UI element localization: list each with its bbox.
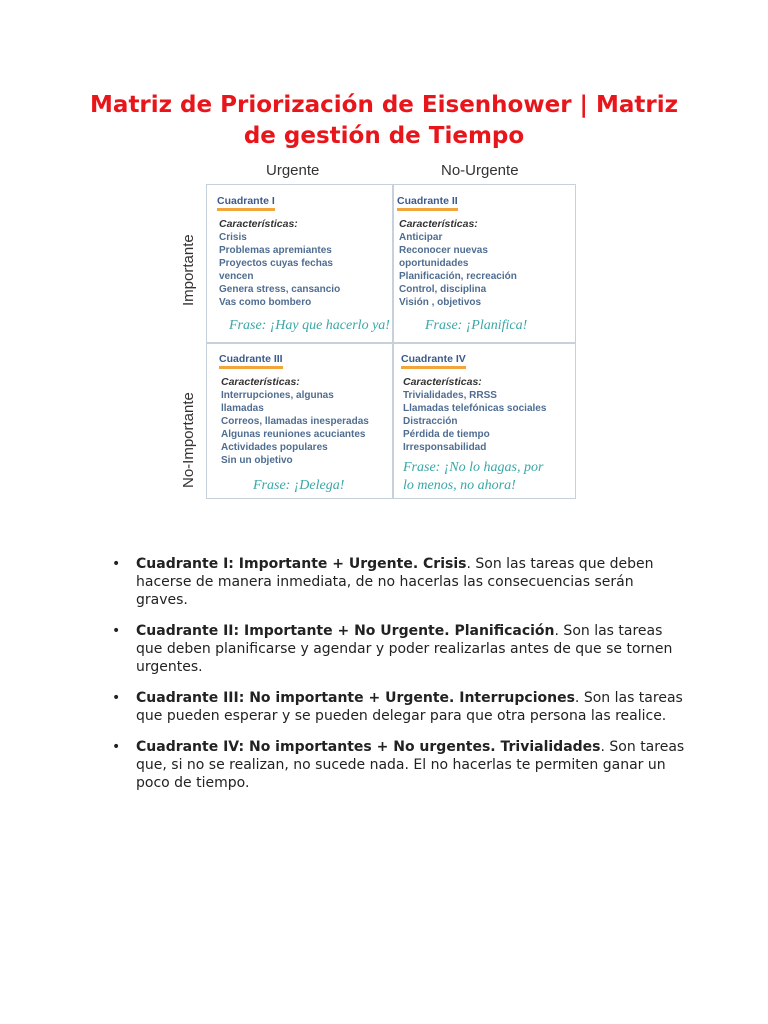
quadrant-title: Cuadrante IV: [401, 353, 466, 369]
list-item: Planificación, recreación: [399, 271, 517, 282]
list-item: llamadas: [221, 403, 264, 414]
list-item-text: . Son las tareas que pueden esperar y se pueden delegar para que otra persona las realice.: [136, 690, 683, 724]
list-item-text: . Son las tareas que deben hacerse de manera inmediata, de no hacerlas las consecuencias serán graves.: [136, 556, 654, 608]
quadrant-subtitle: Características:: [403, 376, 482, 388]
list-item-text: . Son las tareas que deben planificarse y agendar y poder realizarlas antes de que se tornen urgentes.: [136, 623, 673, 675]
list-item: Distracción: [403, 416, 458, 427]
column-header-non-urgent: No-Urgente: [441, 162, 519, 179]
quadrant-3: [219, 347, 397, 497]
list-item: Vas como bombero: [219, 297, 312, 308]
quadrant-title: Cuadrante II: [397, 195, 458, 211]
list-item: Crisis: [219, 232, 247, 243]
list-item-text: . Son tareas que, si no se realizan, no sucede nada. El no hacerlas te permiten ganar un poco de tiempo.: [136, 739, 685, 791]
list-item: Reconocer nuevas: [399, 245, 488, 256]
list-item: Irresponsabilidad: [403, 442, 487, 453]
list-item-heading: Cuadrante II: Importante + No Urgente. Planificación: [136, 623, 555, 639]
quadrant-phrase: Frase: ¡Delega!: [253, 478, 345, 493]
row-header-important: Importante: [180, 234, 197, 306]
bullet-icon: •: [112, 739, 121, 755]
column-header-urgent: Urgente: [266, 162, 320, 179]
list-item: Actividades populares: [221, 442, 328, 453]
quadrant-phrase-line: lo menos, no ahora!: [403, 478, 516, 493]
bullet-icon: •: [112, 690, 121, 706]
list-item-heading: Cuadrante IV: No importantes + No urgentes. Trivialidades: [136, 739, 601, 755]
list-item: [108, 555, 688, 609]
list-item: [108, 689, 688, 725]
page-title: Matriz de Priorización de Eisenhower | Matriz de gestión de Tiempo: [90, 92, 678, 149]
bullet-icon: •: [112, 556, 121, 572]
list-item: Llamadas telefónicas sociales: [403, 403, 547, 414]
quadrant-phrase: Frase: ¡Planifica!: [425, 318, 528, 333]
quadrant-items: [403, 389, 579, 454]
list-item: [108, 622, 688, 676]
quadrant-phrase: [403, 459, 543, 495]
list-item-heading: Cuadrante I: Importante + Urgente. Crisis: [136, 556, 467, 572]
matrix-grid: [206, 184, 576, 499]
quadrant-1: [217, 189, 395, 339]
quadrant-title: Cuadrante I: [217, 195, 275, 211]
list-item: Algunas reuniones acuciantes: [221, 429, 366, 440]
list-item: vencen: [219, 271, 254, 282]
quadrant-title: Cuadrante III: [219, 353, 283, 369]
quadrant-phrase-line: Frase: ¡No lo hagas, por: [403, 460, 544, 475]
quadrant-subtitle: Características:: [221, 376, 300, 388]
list-item: Interrupciones, algunas: [221, 390, 334, 401]
quadrant-description-list: [108, 555, 688, 805]
list-item: Genera stress, cansancio: [219, 284, 341, 295]
eisenhower-matrix-figure: [172, 158, 582, 508]
quadrant-items: [219, 231, 395, 309]
list-item: Anticipar: [399, 232, 443, 243]
row-header-non-important: No-Importante: [180, 392, 197, 488]
grid-horizontal-divider: [207, 342, 575, 344]
list-item: Pérdida de tiempo: [403, 429, 490, 440]
list-item-heading: Cuadrante III: No importante + Urgente. Interrupciones: [136, 690, 575, 706]
quadrant-2: [397, 189, 575, 339]
list-item: Proyectos cuyas fechas: [219, 258, 333, 269]
list-item: Problemas apremiantes: [219, 245, 332, 256]
list-item: Correos, llamadas inesperadas: [221, 416, 369, 427]
quadrant-subtitle: Características:: [219, 218, 298, 230]
quadrant-phrase: Frase: ¡Hay que hacerlo ya!: [229, 318, 390, 333]
list-item: [108, 738, 688, 792]
list-item: Visión , objetivos: [399, 297, 482, 308]
quadrant-subtitle: Características:: [399, 218, 478, 230]
quadrant-items: [399, 231, 575, 309]
quadrant-items: [221, 389, 397, 467]
list-item: Sin un objetivo: [221, 455, 293, 466]
list-item: oportunidades: [399, 258, 469, 269]
list-item: Trivialidades, RRSS: [403, 390, 497, 401]
list-item: Control, disciplina: [399, 284, 487, 295]
quadrant-4: [401, 347, 579, 497]
bullet-icon: •: [112, 623, 121, 639]
